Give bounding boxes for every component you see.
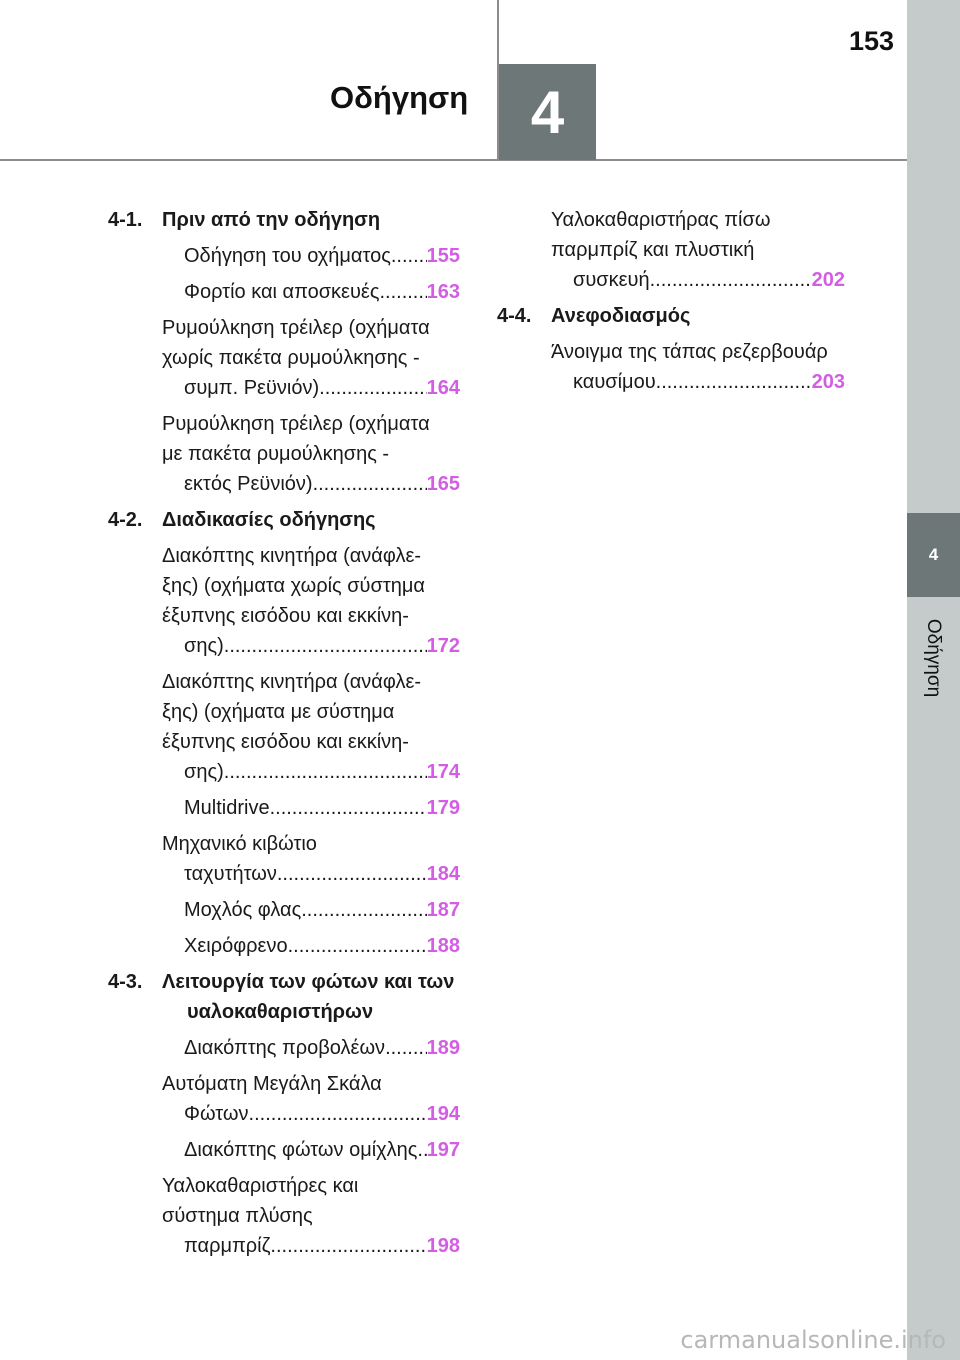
- page-reference-link[interactable]: 163: [426, 281, 460, 303]
- section-title: Πριν από την οδήγηση: [162, 209, 381, 231]
- entry-text-line: παρμπρίζ και πλυστική: [551, 239, 755, 261]
- entry-final-line: [184, 469, 460, 499]
- chapter-number-box: 4: [499, 64, 596, 160]
- page-reference-link[interactable]: 198: [426, 1235, 460, 1257]
- toc-entry[interactable]: [162, 541, 460, 661]
- dot-leader: [270, 1231, 426, 1261]
- entry-final-line: [184, 793, 460, 823]
- entry-final-line: [184, 931, 460, 961]
- dot-leader: [656, 367, 812, 397]
- toc-entry[interactable]: [162, 409, 460, 499]
- dot-leader: [391, 241, 427, 271]
- entry-text-line: έξυπνης εισόδου και εκκίνη-: [162, 731, 409, 753]
- section-title: Ανεφοδιασμός: [551, 305, 691, 327]
- dot-leader: [417, 1135, 426, 1165]
- dot-leader: [224, 631, 427, 661]
- entry-text-line: Υαλοκαθαριστήρας πίσω: [551, 209, 771, 231]
- dot-leader: [313, 469, 427, 499]
- entry-final-line: [184, 1033, 460, 1063]
- entry-text-line: Διακόπτης φώτων ομίχλης: [184, 1139, 418, 1161]
- entry-text-line: Μοχλός φλας: [184, 899, 302, 921]
- page-reference-link[interactable]: 203: [811, 371, 845, 393]
- page-reference-link[interactable]: 184: [426, 863, 460, 885]
- entry-final-line: [184, 757, 460, 787]
- toc-entry[interactable]: [162, 895, 460, 925]
- toc-section-heading: [497, 301, 845, 331]
- entry-final-line: [184, 1099, 460, 1129]
- watermark: carmanualsonline.info: [680, 1326, 946, 1354]
- toc-entry[interactable]: [162, 667, 460, 787]
- page-reference-link[interactable]: 174: [426, 761, 460, 783]
- dot-leader: [277, 859, 427, 889]
- entry-text-line: Διακόπτης κινητήρα (ανάφλε-: [162, 671, 422, 693]
- entry-final-line: [184, 895, 460, 925]
- dot-leader: [288, 931, 427, 961]
- toc-entry[interactable]: [551, 337, 845, 397]
- entry-text-line: Μηχανικό κιβώτιο: [162, 833, 317, 855]
- toc-entry[interactable]: [162, 1171, 460, 1261]
- entry-text-line: Φορτίο και αποσκευές: [184, 281, 380, 303]
- entry-text-line: Ρυμούλκηση τρέιλερ (οχήματα: [162, 413, 430, 435]
- dot-leader: [249, 1099, 427, 1129]
- entry-text-line: Διακόπτης προβολέων: [184, 1037, 386, 1059]
- toc-entry[interactable]: [162, 313, 460, 403]
- section-title: Λειτουργία των φώτων και των υαλοκαθαριστήρων: [162, 971, 455, 1023]
- chapter-title: Οδήγηση: [330, 80, 469, 115]
- entry-final-line: [573, 265, 845, 295]
- entry-text-line: Διακόπτης κινητήρα (ανάφλε-: [162, 545, 422, 567]
- toc-entry[interactable]: [162, 241, 460, 271]
- page-reference-link[interactable]: 155: [426, 245, 460, 267]
- dot-leader: [650, 265, 812, 295]
- entry-text-line: ξης) (οχήματα χωρίς σύστημα: [162, 575, 425, 597]
- toc-section-heading: [108, 505, 460, 535]
- entry-text-line: Αυτόματη Μεγάλη Σκάλα: [162, 1073, 382, 1095]
- entry-text-line: με πακέτα ρυμούλκησης -: [162, 443, 390, 465]
- entry-text-line: Οδήγηση του οχήματος: [184, 245, 391, 267]
- toc-entry[interactable]: [162, 829, 460, 889]
- toc-entry[interactable]: [162, 1069, 460, 1129]
- entry-final-line: [184, 631, 460, 661]
- page-reference-link[interactable]: 202: [811, 269, 845, 291]
- page-reference-link[interactable]: 194: [426, 1103, 460, 1125]
- entry-final-line: [184, 373, 460, 403]
- entry-final-line: [184, 1231, 460, 1261]
- entry-text-line: Άνοιγμα της τάπας ρεζερβουάρ: [551, 341, 828, 363]
- entry-text-line: σης): [184, 761, 224, 783]
- entry-text-line: συμπ. Ρεϋνιόν): [184, 377, 320, 399]
- page-reference-link[interactable]: 197: [426, 1139, 460, 1161]
- entry-text-line: Υαλοκαθαριστήρες και: [162, 1175, 359, 1197]
- page-reference-link[interactable]: 179: [426, 797, 460, 819]
- dot-leader: [385, 1033, 427, 1063]
- header-horizontal-rule: [0, 159, 907, 161]
- toc-entry[interactable]: [162, 793, 460, 823]
- entry-text-line: ταχυτήτων: [184, 863, 277, 885]
- entry-text-line: ξης) (οχήματα με σύστημα: [162, 701, 395, 723]
- section-number: 4-4.: [497, 305, 532, 327]
- entry-final-line: [184, 241, 460, 271]
- toc-section-heading: [108, 967, 460, 1027]
- entry-text-line: σύστημα πλύσης: [162, 1205, 313, 1227]
- page-reference-link[interactable]: 188: [426, 935, 460, 957]
- dot-leader: [224, 757, 427, 787]
- page-reference-link[interactable]: 165: [426, 473, 460, 495]
- page-reference-link[interactable]: 172: [426, 635, 460, 657]
- entry-text-line: παρμπρίζ: [184, 1235, 271, 1257]
- section-number: 4-2.: [108, 509, 143, 531]
- entry-final-line: [184, 859, 460, 889]
- side-chapter-tab[interactable]: 4: [907, 513, 960, 597]
- dot-leader: [301, 895, 426, 925]
- page-reference-link[interactable]: 164: [426, 377, 460, 399]
- toc-entry[interactable]: [162, 1033, 460, 1063]
- entry-final-line: [573, 367, 845, 397]
- entry-final-line: [184, 277, 460, 307]
- entry-text-line: Ρυμούλκηση τρέιλερ (οχήματα: [162, 317, 430, 339]
- toc-section-heading: [108, 205, 460, 235]
- section-number: 4-3.: [108, 971, 143, 993]
- section-number: 4-1.: [108, 209, 143, 231]
- dot-leader: [319, 373, 426, 403]
- entry-text-line: συσκευή: [573, 269, 650, 291]
- page-number: 153: [848, 26, 894, 56]
- toc-entry[interactable]: [162, 277, 460, 307]
- side-chapter-label: Οδήγηση: [923, 618, 944, 698]
- toc-entry[interactable]: [162, 1135, 460, 1165]
- section-title: Διαδικασίες οδήγησης: [162, 509, 376, 531]
- page-reference-link[interactable]: 189: [426, 1037, 460, 1059]
- toc-left-column: [108, 205, 460, 1267]
- dot-leader: [379, 277, 426, 307]
- entry-text-line: καυσίμου: [573, 371, 656, 393]
- entry-text-line: χωρίς πακέτα ρυμούλκησης -: [162, 347, 420, 369]
- dot-leader: [270, 793, 427, 823]
- entry-text-line: σης): [184, 635, 224, 657]
- toc-right-column: [497, 205, 845, 403]
- entry-final-line: [184, 1135, 460, 1165]
- entry-text-line: έξυπνης εισόδου και εκκίνη-: [162, 605, 409, 627]
- entry-text-line: εκτός Ρεϋνιόν): [184, 473, 313, 495]
- toc-entry[interactable]: [551, 205, 845, 295]
- page-reference-link[interactable]: 187: [426, 899, 460, 921]
- toc-entry[interactable]: [162, 931, 460, 961]
- entry-text-line: Φώτων: [184, 1103, 249, 1125]
- entry-text-line: Multidrive: [184, 797, 270, 819]
- entry-text-line: Χειρόφρενο: [184, 935, 288, 957]
